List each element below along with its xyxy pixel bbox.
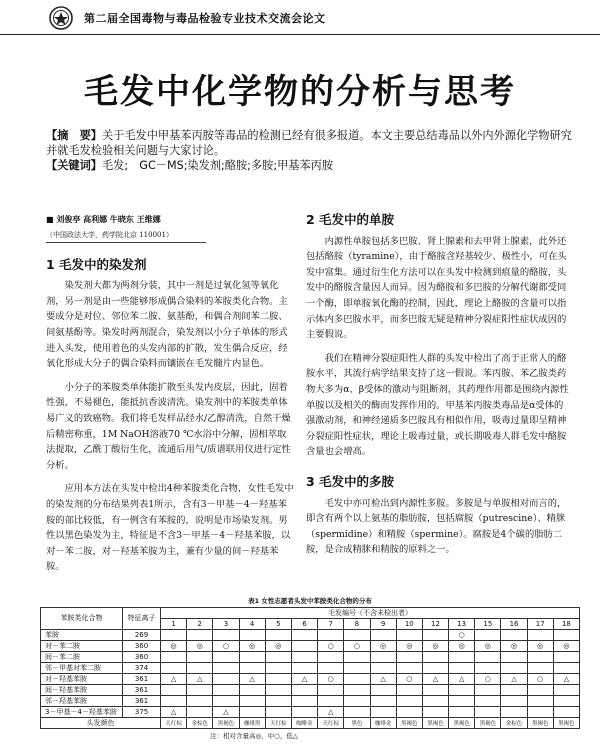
compound-name: 间－苯二胺 bbox=[41, 651, 123, 662]
content-mark: ◎ bbox=[265, 640, 291, 651]
compound-name: 邻－甲基对苯二胺 bbox=[41, 662, 123, 673]
content-mark bbox=[265, 673, 291, 684]
ion-value: 361 bbox=[123, 684, 161, 695]
content-mark bbox=[370, 695, 396, 706]
content-mark bbox=[501, 706, 527, 717]
content-mark bbox=[553, 662, 579, 673]
right-column bbox=[306, 212, 572, 566]
content-mark bbox=[187, 706, 213, 717]
content-mark bbox=[449, 695, 475, 706]
content-mark bbox=[291, 706, 317, 717]
content-mark bbox=[318, 629, 344, 640]
content-mark: ○ bbox=[318, 673, 344, 684]
hair-color: 天红棕 bbox=[161, 717, 187, 728]
content-mark bbox=[527, 706, 553, 717]
content-mark bbox=[239, 706, 265, 717]
content-mark bbox=[239, 651, 265, 662]
content-mark: ○ bbox=[344, 640, 370, 651]
content-mark bbox=[239, 629, 265, 640]
content-mark bbox=[501, 629, 527, 640]
content-mark bbox=[318, 695, 344, 706]
table-row bbox=[41, 684, 580, 695]
content-mark: △ bbox=[553, 673, 579, 684]
hair-color: 天红棕 bbox=[318, 717, 344, 728]
content-mark bbox=[396, 662, 422, 673]
compound-name: 对－羟基苯胺 bbox=[41, 673, 123, 684]
content-mark bbox=[344, 662, 370, 673]
content-mark bbox=[527, 684, 553, 695]
content-mark bbox=[265, 662, 291, 673]
content-mark: △ bbox=[501, 673, 527, 684]
compound-name: 邻－羟基苯胺 bbox=[41, 695, 123, 706]
content-mark bbox=[422, 684, 448, 695]
hair-color: 黑褐色 bbox=[422, 717, 448, 728]
hair-color: 金棕色 bbox=[501, 717, 527, 728]
compound-name: 对－苯二胺 bbox=[41, 640, 123, 651]
conference-name: 第二届全国毒物与毒品检验专业技术交流会论文 bbox=[84, 12, 326, 25]
content-mark bbox=[475, 629, 501, 640]
authors: ■ 刘俊亭 高利娜 牛晓东 王维娜 bbox=[46, 215, 161, 224]
hair-color: 金棕色 bbox=[187, 717, 213, 728]
sample-number: 8 bbox=[344, 619, 370, 630]
table-caption: 表1 女性志愿者头发中苯胺类化合物的分布 bbox=[248, 597, 372, 605]
abstract-text: 关于毛发中甲基苯丙胺等毒品的检测已经有很多报道。本文主要总结毒品以外内外源化学物研究并就毛发检验相关问题与大家讨论。 bbox=[46, 129, 572, 157]
table-row bbox=[41, 673, 580, 684]
article-title: 毛发中化学物的分析与思考 bbox=[84, 72, 516, 112]
content-mark bbox=[475, 662, 501, 673]
sample-number: 13 bbox=[449, 619, 475, 630]
sample-number: 18 bbox=[553, 619, 579, 630]
keywords-text: 毛发; GC－MS;染发剂;酪胺;多胺;甲基苯丙胺 bbox=[101, 159, 334, 172]
section-1-paragraph-2: 小分子的苯胺类单体能扩散至头发内皮层，因此，固着性强，不易褪色，能抵抗香波清洗。染发剂中的苯胺类单体易广义的致癌物。我们将毛发样品经水/乙醇清洗，自然干燥后精密称重，1M NaOH溶液70 ℃水浴中分解，固相萃取法提取，乙酰丁酸衍生化，流通后用气/质谱联用仪进行定性分析。 bbox=[46, 381, 291, 471]
table-body bbox=[41, 629, 580, 728]
content-mark: ○ bbox=[318, 640, 344, 651]
content-mark: ◎ bbox=[449, 640, 475, 651]
hair-color: 黑褐色 bbox=[553, 717, 579, 728]
content-mark bbox=[318, 684, 344, 695]
content-mark bbox=[370, 629, 396, 640]
content-mark: ○ bbox=[396, 673, 422, 684]
hair-color: 咖啡金 bbox=[291, 717, 317, 728]
table-row bbox=[41, 662, 580, 673]
content-mark bbox=[553, 684, 579, 695]
content-mark bbox=[422, 651, 448, 662]
content-mark bbox=[187, 629, 213, 640]
content-mark bbox=[344, 673, 370, 684]
aniline-table bbox=[40, 607, 580, 729]
content-mark bbox=[501, 662, 527, 673]
content-mark: ◎ bbox=[475, 640, 501, 651]
ion-value: 360 bbox=[123, 651, 161, 662]
content-mark bbox=[265, 695, 291, 706]
content-mark: △ bbox=[213, 706, 239, 717]
content-mark bbox=[553, 629, 579, 640]
sample-number: 2 bbox=[187, 619, 213, 630]
ion-value: 360 bbox=[123, 640, 161, 651]
content-mark bbox=[475, 651, 501, 662]
content-mark bbox=[213, 651, 239, 662]
content-mark: ◎ bbox=[396, 640, 422, 651]
keywords-label: 【关键词】 bbox=[46, 159, 102, 172]
sample-number: 10 bbox=[396, 619, 422, 630]
sample-number: 7 bbox=[318, 619, 344, 630]
content-mark: ○ bbox=[527, 673, 553, 684]
content-mark bbox=[422, 662, 448, 673]
content-mark bbox=[344, 651, 370, 662]
col-header-compound: 苯胺类化合物 bbox=[41, 608, 123, 630]
content-mark bbox=[187, 684, 213, 695]
content-mark bbox=[527, 662, 553, 673]
table-footnote: 注：相对含量高◎，中○，低△ bbox=[210, 731, 298, 740]
content-mark bbox=[501, 695, 527, 706]
sample-number: 5 bbox=[265, 619, 291, 630]
content-mark bbox=[553, 695, 579, 706]
content-mark bbox=[370, 662, 396, 673]
content-mark bbox=[187, 695, 213, 706]
hair-color: 咖啡黑 bbox=[239, 717, 265, 728]
content-mark bbox=[265, 651, 291, 662]
hair-color: 天红棕 bbox=[265, 717, 291, 728]
content-mark bbox=[344, 695, 370, 706]
content-mark bbox=[161, 629, 187, 640]
content-mark: ◎ bbox=[161, 640, 187, 651]
content-mark bbox=[213, 662, 239, 673]
content-mark bbox=[213, 629, 239, 640]
sample-number: 4 bbox=[239, 619, 265, 630]
col-header-ion: 特征离子 bbox=[123, 608, 161, 630]
content-mark: △ bbox=[187, 673, 213, 684]
abstract-line bbox=[46, 128, 576, 158]
content-mark bbox=[501, 651, 527, 662]
content-mark: ○ bbox=[475, 673, 501, 684]
content-mark bbox=[553, 706, 579, 717]
keywords-line bbox=[46, 158, 576, 173]
content-mark bbox=[291, 662, 317, 673]
hair-color: 咖啡金 bbox=[370, 717, 396, 728]
compound-name: 3－甲基－4－羟基苯胺 bbox=[41, 706, 123, 717]
content-mark bbox=[187, 651, 213, 662]
content-mark bbox=[501, 684, 527, 695]
content-mark bbox=[161, 695, 187, 706]
content-mark bbox=[239, 662, 265, 673]
abstract bbox=[46, 128, 576, 173]
content-mark: ◎ bbox=[553, 640, 579, 651]
compound-name: 苯胺 bbox=[41, 629, 123, 640]
content-mark bbox=[370, 684, 396, 695]
content-mark bbox=[291, 695, 317, 706]
hair-color: 黑褐色 bbox=[527, 717, 553, 728]
section-2-paragraph-1: 内源性单胺包括多巴胺、肾上腺素和去甲肾上腺素，此外还包括酪胺（tyramine），由于酪胺含羟基较少、极性小，可在头发中富集。通过衍生化方法可以在头发中检测到痕量的酪胺，头发中的酪胺含量因人而异。因为酪胺和多巴胺的分解代谢都受同一个酶，即单胺氧化酶的控制，因此，理论上酪胺的含量可以指示体内多巴胺水平，而多巴胺无疑是精神分裂症阳性症状成因的主要假说。 bbox=[306, 235, 567, 341]
content-mark bbox=[396, 695, 422, 706]
content-mark bbox=[449, 651, 475, 662]
content-mark bbox=[318, 662, 344, 673]
hair-color-row bbox=[41, 717, 580, 728]
content-mark bbox=[449, 662, 475, 673]
content-mark bbox=[475, 695, 501, 706]
content-mark: ◎ bbox=[370, 640, 396, 651]
content-mark bbox=[422, 695, 448, 706]
ion-value: 375 bbox=[123, 706, 161, 717]
content-mark bbox=[265, 629, 291, 640]
content-mark: ◎ bbox=[239, 640, 265, 651]
table-row bbox=[41, 651, 580, 662]
content-mark: ◎ bbox=[527, 640, 553, 651]
sample-number: 1 bbox=[161, 619, 187, 630]
content-mark bbox=[422, 629, 448, 640]
sample-number: 9 bbox=[370, 619, 396, 630]
content-mark bbox=[475, 684, 501, 695]
sample-number: 3 bbox=[213, 619, 239, 630]
table-row bbox=[41, 629, 580, 640]
sample-number: 17 bbox=[527, 619, 553, 630]
table-row bbox=[41, 706, 580, 717]
page-header bbox=[0, 0, 600, 35]
section-2-heading: 2 毛发中的单胺 bbox=[306, 212, 395, 227]
content-mark: ◎ bbox=[501, 640, 527, 651]
ion-value: 361 bbox=[123, 673, 161, 684]
content-mark bbox=[370, 651, 396, 662]
table-1 bbox=[40, 596, 580, 740]
affiliation: （中国政法大学，药学院北京 110001） bbox=[46, 230, 206, 243]
sample-number: 15 bbox=[475, 619, 501, 630]
content-mark bbox=[213, 695, 239, 706]
content-mark bbox=[527, 651, 553, 662]
content-mark bbox=[527, 629, 553, 640]
content-mark bbox=[396, 629, 422, 640]
left-column bbox=[46, 212, 294, 583]
hair-color: 黑褐色 bbox=[449, 717, 475, 728]
content-mark bbox=[553, 651, 579, 662]
content-mark bbox=[370, 706, 396, 717]
ion-value: 361 bbox=[123, 695, 161, 706]
content-mark bbox=[239, 684, 265, 695]
hair-color: 黑褐色 bbox=[475, 717, 501, 728]
content-mark bbox=[475, 706, 501, 717]
hair-color-label: 头发颜色 bbox=[41, 717, 161, 728]
content-mark bbox=[161, 684, 187, 695]
content-mark bbox=[344, 629, 370, 640]
content-mark bbox=[422, 706, 448, 717]
table-row bbox=[41, 640, 580, 651]
hair-color: 黑色 bbox=[344, 717, 370, 728]
abstract-label: 【摘 要】 bbox=[46, 129, 102, 142]
content-mark: △ bbox=[161, 706, 187, 717]
section-2-paragraph-2: 我们在精神分裂症阳性人群的头发中检出了高于正常人的酪胺水平，其流行病学结果支持了这一假说。苯丙胺、苯乙胺类药物大多为α、β受体的激动与阻断剂，其药理作用都是围绕内源性单胺以及相关的酶而发挥作用的。甲基苯丙胺类毒品是α受体的强激动剂，和神经递质多巴胺具有相似作用，吸毒过量即呈精神分裂症阳性症状，理论上吸毒过量，或长期吸毒人群毛发中酪胺含量也会增高。 bbox=[306, 352, 569, 458]
content-mark: △ bbox=[318, 706, 344, 717]
compound-name: 间－羟基苯胺 bbox=[41, 684, 123, 695]
content-mark: ○ bbox=[449, 629, 475, 640]
content-mark bbox=[291, 651, 317, 662]
content-mark: △ bbox=[449, 673, 475, 684]
hair-color: 黑褐色 bbox=[213, 717, 239, 728]
content-mark bbox=[187, 662, 213, 673]
section-1-paragraph-1: 染发剂大都为两剂分装，其中一剂是过氧化氢等氧化剂，另一剂是由一些能够形成偶合染料的苯胺类化合物。主要成分是对位、邻位苯二胺、氨基酚，和偶合剂间苯二胺、间氨基酚等。染发时两剂混合，染发剂以小分子单体的形式进入头发，使用着色的头发内部的扩散，发生偶合反应，经氧化形成大分子的偶合染料而镶嵌在毛发髓片内显色。 bbox=[46, 280, 288, 370]
content-mark bbox=[318, 651, 344, 662]
sample-number: 6 bbox=[291, 619, 317, 630]
section-1-paragraph-3: 应用本方法在头发中检出4种苯胺类化合物，女性毛发中的染发剂的分布结果列表1所示，含有3－甲基－4－羟基苯胺的部比较低，有一例含有苯胺的，说明是市场染发剂。男性以黑色染发为主，特征是不含3－甲基－4－羟基苯胺，以对－苯二胺，对－羟基苯胺为主，兼有少量的间－羟基苯胺。 bbox=[46, 483, 294, 573]
content-mark bbox=[344, 684, 370, 695]
content-mark bbox=[213, 673, 239, 684]
sample-number: 12 bbox=[422, 619, 448, 630]
content-mark: ◎ bbox=[422, 640, 448, 651]
content-mark: △ bbox=[161, 673, 187, 684]
hair-color: 黑褐色 bbox=[396, 717, 422, 728]
col-header-samples: 毛发编号（不含未检出者） bbox=[161, 608, 580, 619]
content-mark bbox=[265, 706, 291, 717]
content-mark: △ bbox=[291, 673, 317, 684]
ion-value: 269 bbox=[123, 629, 161, 640]
emblem-icon bbox=[48, 6, 74, 30]
content-mark bbox=[449, 706, 475, 717]
content-mark bbox=[396, 684, 422, 695]
content-mark bbox=[291, 629, 317, 640]
section-1-heading: 1 毛发中的染发剂 bbox=[46, 256, 147, 272]
content-mark bbox=[396, 651, 422, 662]
ion-value: 374 bbox=[123, 662, 161, 673]
content-mark: △ bbox=[239, 673, 265, 684]
content-mark: △ bbox=[370, 673, 396, 684]
content-mark bbox=[239, 695, 265, 706]
table-row bbox=[41, 695, 580, 706]
content-mark: △ bbox=[422, 673, 448, 684]
content-mark: ○ bbox=[213, 640, 239, 651]
content-mark bbox=[527, 695, 553, 706]
section-3-paragraph-1: 毛发中亦可检出到内源性多胺。多胺是与单胺相对而言的，即含有两个以上氨基的脂肪胺，包括腐胺（putrescine）、精脒（spermidine）和精胺（spermine）。腐胺是4个碳的脂肪二胺，是合成精脒和精胺的原料之一。 bbox=[306, 497, 567, 556]
content-mark bbox=[344, 706, 370, 717]
content-mark bbox=[396, 706, 422, 717]
content-mark bbox=[265, 684, 291, 695]
section-3-heading: 3 毛发中的多胺 bbox=[306, 473, 395, 489]
content-mark bbox=[161, 662, 187, 673]
content-mark bbox=[161, 651, 187, 662]
content-mark: ◎ bbox=[187, 640, 213, 651]
content-mark bbox=[291, 684, 317, 695]
content-mark bbox=[213, 684, 239, 695]
content-mark bbox=[449, 684, 475, 695]
sample-number: 16 bbox=[501, 619, 527, 630]
content-mark bbox=[291, 640, 317, 651]
